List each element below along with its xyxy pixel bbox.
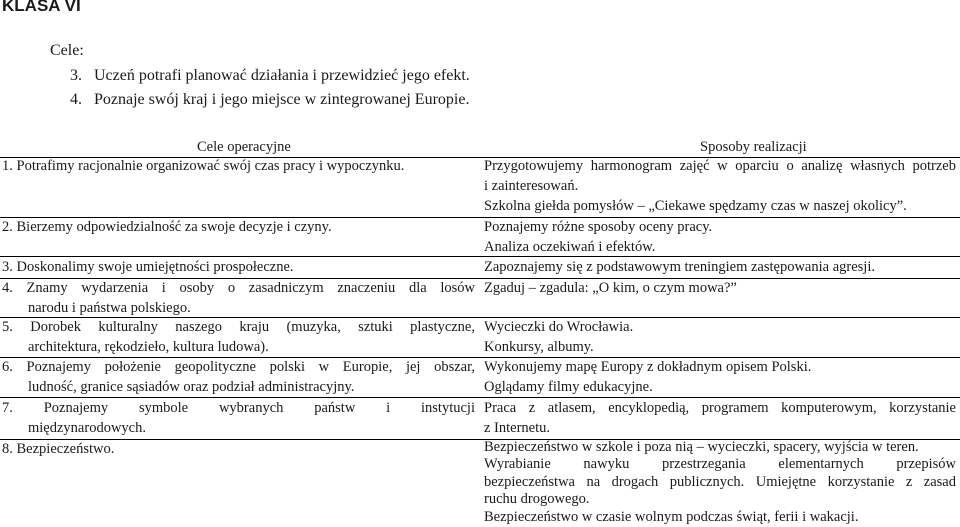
column-header-methods: Sposoby realizacji — [700, 139, 807, 155]
table-row-1-objective: 1. Potrafimy racjonalnie organizować swój czas pracy i wypoczynku. — [2, 158, 405, 174]
table-row-4-methods: Zgaduj – zgadula: „O kim, o czym mowa?” — [484, 280, 737, 296]
table-row-3-objective: 3. Doskonalimy swoje umiejętności prospołeczne. — [2, 259, 294, 275]
table-row-7-objective: 7. Poznajemy symbole wybranych państw i instytucji międzynarodowych. — [2, 400, 475, 436]
goals-heading: Cele: — [50, 42, 84, 59]
table-row-2-objective: 2. Bierzemy odpowiedzialność za swoje decyzje i czyny. — [2, 219, 332, 235]
table-row-8-methods: Bezpieczeństwo w szkole i poza nią – wycieczki, spacery, wyjścia w teren. Wyrabianie nawyku przestrzegania elementarnych przepisów bezpieczeństwa na drogach publicznych. Umiejętne korzystanie z zasad ruchu drogowego. Bezpieczeństwo w czasie wolnym podczas świąt, ferii i wakacji. — [484, 439, 956, 525]
table-row-3-methods: Zapoznajemy się z podstawowym treningiem zastępowania agresji. — [484, 259, 875, 275]
goal-text: Poznaje swój kraj i jego miejsce w zintegrowanej Europie. — [94, 91, 470, 108]
table-row-1-methods: Przygotowujemy harmonogram zajęć w oparciu o analizę własnych potrzeb i zainteresowań. Szkolna giełda pomysłów – „Ciekawe spędzamy czas w naszej okolicy”. — [484, 158, 956, 214]
table-row-7-methods: Praca z atlasem, encyklopedią, programem komputerowym, korzystanie z Internetu. — [484, 400, 956, 436]
table-row-8-objective: 8. Bezpieczeństwo. — [2, 441, 115, 457]
goal-number: 3. — [70, 67, 82, 84]
table-row-5-objective: 5. Dorobek kulturalny naszego kraju (muzyka, sztuki plastyczne, architektura, rękodzieło, kultura ludowa). — [2, 319, 475, 355]
goal-number: 4. — [70, 91, 82, 108]
table-row-5-methods: Wycieczki do Wrocławia. Konkursy, albumy. — [484, 319, 634, 355]
table-row-2-methods: Poznajemy różne sposoby oceny pracy. Analiza oczekiwań i efektów. — [484, 219, 713, 255]
column-header-objectives: Cele operacyjne — [197, 139, 291, 155]
page-title: KLASA VI — [2, 0, 81, 15]
table-row-6-objective: 6. Poznajemy położenie geopolityczne polski w Europie, jej obszar, ludność, granice sąsiadów oraz podział administracyjny. — [2, 359, 475, 395]
goal-text: Uczeń potrafi planować działania i przewidzieć jego efekt. — [94, 67, 470, 84]
table-row-6-methods: Wykonujemy mapę Europy z dokładnym opisem Polski. Oglądamy filmy edukacyjne. — [484, 359, 812, 395]
table-row-4-objective: 4. Znamy wydarzenia i osoby o zasadniczym znaczeniu dla losów narodu i państwa polskiego. — [2, 280, 475, 316]
